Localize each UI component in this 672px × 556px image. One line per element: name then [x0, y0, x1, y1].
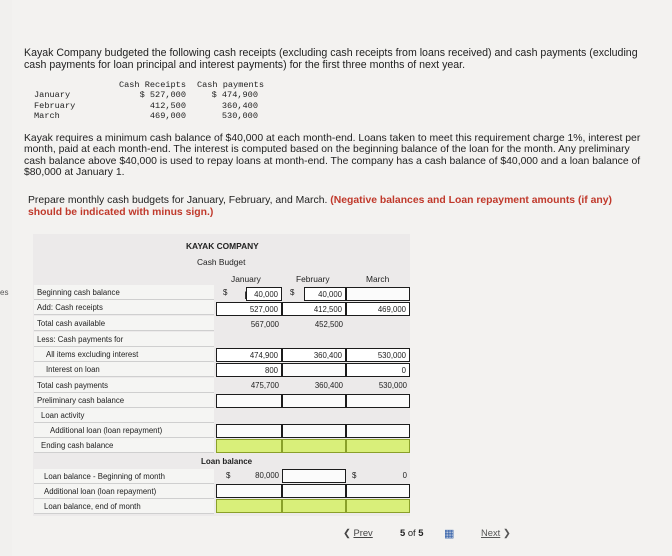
side-text: es — [0, 288, 9, 297]
prev-button[interactable]: ❮ Prev — [343, 527, 373, 538]
feb-additional-loan-input[interactable] — [282, 424, 346, 438]
feb-receipts-input[interactable]: 412,500 — [282, 302, 346, 316]
label-ending-cash: Ending cash balance — [34, 438, 214, 453]
mar-ending-cash-input[interactable] — [346, 439, 410, 453]
feb-preliminary-input[interactable] — [282, 394, 346, 408]
jan-ending-cash-input[interactable] — [216, 439, 282, 453]
mar-interest-input[interactable]: 0 — [346, 363, 410, 377]
label-additional-loan: Additional loan (loan repayment) — [34, 423, 214, 438]
text-cursor-icon: I — [244, 290, 248, 302]
jan-beginning-input[interactable]: 40,000 — [246, 287, 282, 301]
jan-loan-additional-input[interactable] — [216, 484, 282, 498]
mar-total-payments: 530,000 — [378, 381, 407, 390]
label-beginning-cash: Beginning cash balance — [34, 285, 214, 300]
chevron-left-icon: ❮ — [343, 527, 351, 538]
given-data-table — [34, 80, 264, 122]
label-preliminary: Preliminary cash balance — [34, 393, 214, 408]
negative-note: (Negative balances and Loan repayment amounts (if any) should be indicated with minus sign.) — [28, 195, 613, 218]
mar-beginning-input[interactable] — [346, 287, 410, 301]
label-total-available: Total cash available — [34, 316, 214, 331]
dollar-sign: $ — [226, 471, 231, 480]
feb-loan-end-input[interactable] — [282, 499, 346, 513]
feb-loan-begin-input[interactable] — [282, 469, 346, 483]
given-row: February 412,500 360,400 — [34, 100, 258, 111]
jan-total-available: 567,000 — [250, 320, 279, 329]
next-button[interactable]: Next ❯ — [481, 527, 511, 538]
requirements-text: Kayak requires a minimum cash balance of $40,000 at each month-end. Loans taken to meet this requirement charge 1%, interest per month, paid at each month-end. The interest is computed based on the beginning balance of the loan for the month. Any preliminary cash balance above $40,000 is used to repay loans at month-end. The company has a cash balance of $40,000 and a loan balance of $80,000 at January 1. — [24, 133, 641, 179]
label-loan-end: Loan balance, end of month — [34, 499, 214, 514]
budget-title: Cash Budget — [197, 257, 246, 267]
dollar-sign: $ — [352, 471, 357, 480]
mar-preliminary-input[interactable] — [346, 394, 410, 408]
jan-additional-loan-input[interactable] — [216, 424, 282, 438]
jan-total-payments: 475,700 — [250, 381, 279, 390]
label-less-payments: Less: Cash payments for — [34, 332, 214, 347]
page-indicator: 5 of 5 — [400, 527, 424, 538]
feb-total-payments: 360,400 — [314, 381, 343, 390]
grid-menu-icon[interactable]: ▦ — [444, 528, 455, 540]
dollar-sign: $ — [290, 288, 295, 297]
company-name: KAYAK COMPANY — [186, 241, 259, 251]
mar-additional-loan-input[interactable] — [346, 424, 410, 438]
label-add-receipts: Add: Cash receipts — [34, 300, 214, 315]
given-header-row — [34, 80, 264, 90]
jan-interest-input[interactable]: 800 — [216, 363, 282, 377]
prepare-instruction: Prepare monthly cash budgets for January, February, and March. (Negative balances and Loan repayment amounts (if any) should be indicated with minus sign.) — [28, 195, 613, 218]
jan-items-input[interactable]: 474,900 — [216, 348, 282, 362]
month-header-january: January — [231, 274, 261, 284]
jan-preliminary-input[interactable] — [216, 394, 282, 408]
loan-balance-header: Loan balance — [201, 457, 253, 466]
feb-total-available: 452,500 — [314, 320, 343, 329]
feb-interest-input[interactable] — [282, 363, 346, 377]
mar-loan-additional-input[interactable] — [346, 484, 410, 498]
intro-text: Kayak Company budgeted the following cash receipts (excluding cash receipts from loans received) and cash payments (excluding cash payments for loan principal and interest payments) for the first three months of next year. — [24, 47, 638, 71]
given-row: March 469,000 530,000 — [34, 111, 258, 122]
month-header-february: February — [296, 274, 330, 284]
feb-loan-additional-input[interactable] — [282, 484, 346, 498]
mar-loan-end-input[interactable] — [346, 499, 410, 513]
label-loan-activity: Loan activity — [34, 408, 214, 423]
label-interest: Interest on loan — [34, 362, 214, 377]
chevron-right-icon: ❯ — [502, 527, 511, 538]
mar-receipts-input[interactable]: 469,000 — [346, 302, 410, 316]
label-all-items: All items excluding interest — [34, 347, 214, 362]
mar-items-input[interactable]: 530,000 — [346, 348, 410, 362]
feb-items-input[interactable]: 360,400 — [282, 348, 346, 362]
dollar-sign: $ — [223, 288, 228, 297]
label-loan-begin: Loan balance - Beginning of month — [34, 469, 214, 484]
jan-receipts-input[interactable]: 527,000 — [216, 302, 282, 316]
jan-loan-begin: 80,000 — [255, 471, 279, 480]
payments-header: Cash payments — [196, 80, 264, 90]
label-loan-additional: Additional loan (loan repayment) — [34, 484, 214, 499]
month-header-march: March — [366, 274, 390, 284]
given-row: January $ 527,000 $ 474,900 — [34, 90, 258, 101]
feb-ending-cash-input[interactable] — [282, 439, 346, 453]
mar-loan-begin: 0 — [402, 471, 407, 480]
feb-beginning-input[interactable]: 40,000 — [304, 287, 346, 301]
label-total-payments: Total cash payments — [34, 378, 214, 393]
jan-loan-end-input[interactable] — [216, 499, 282, 513]
receipts-header: Cash Receipts — [118, 80, 186, 90]
